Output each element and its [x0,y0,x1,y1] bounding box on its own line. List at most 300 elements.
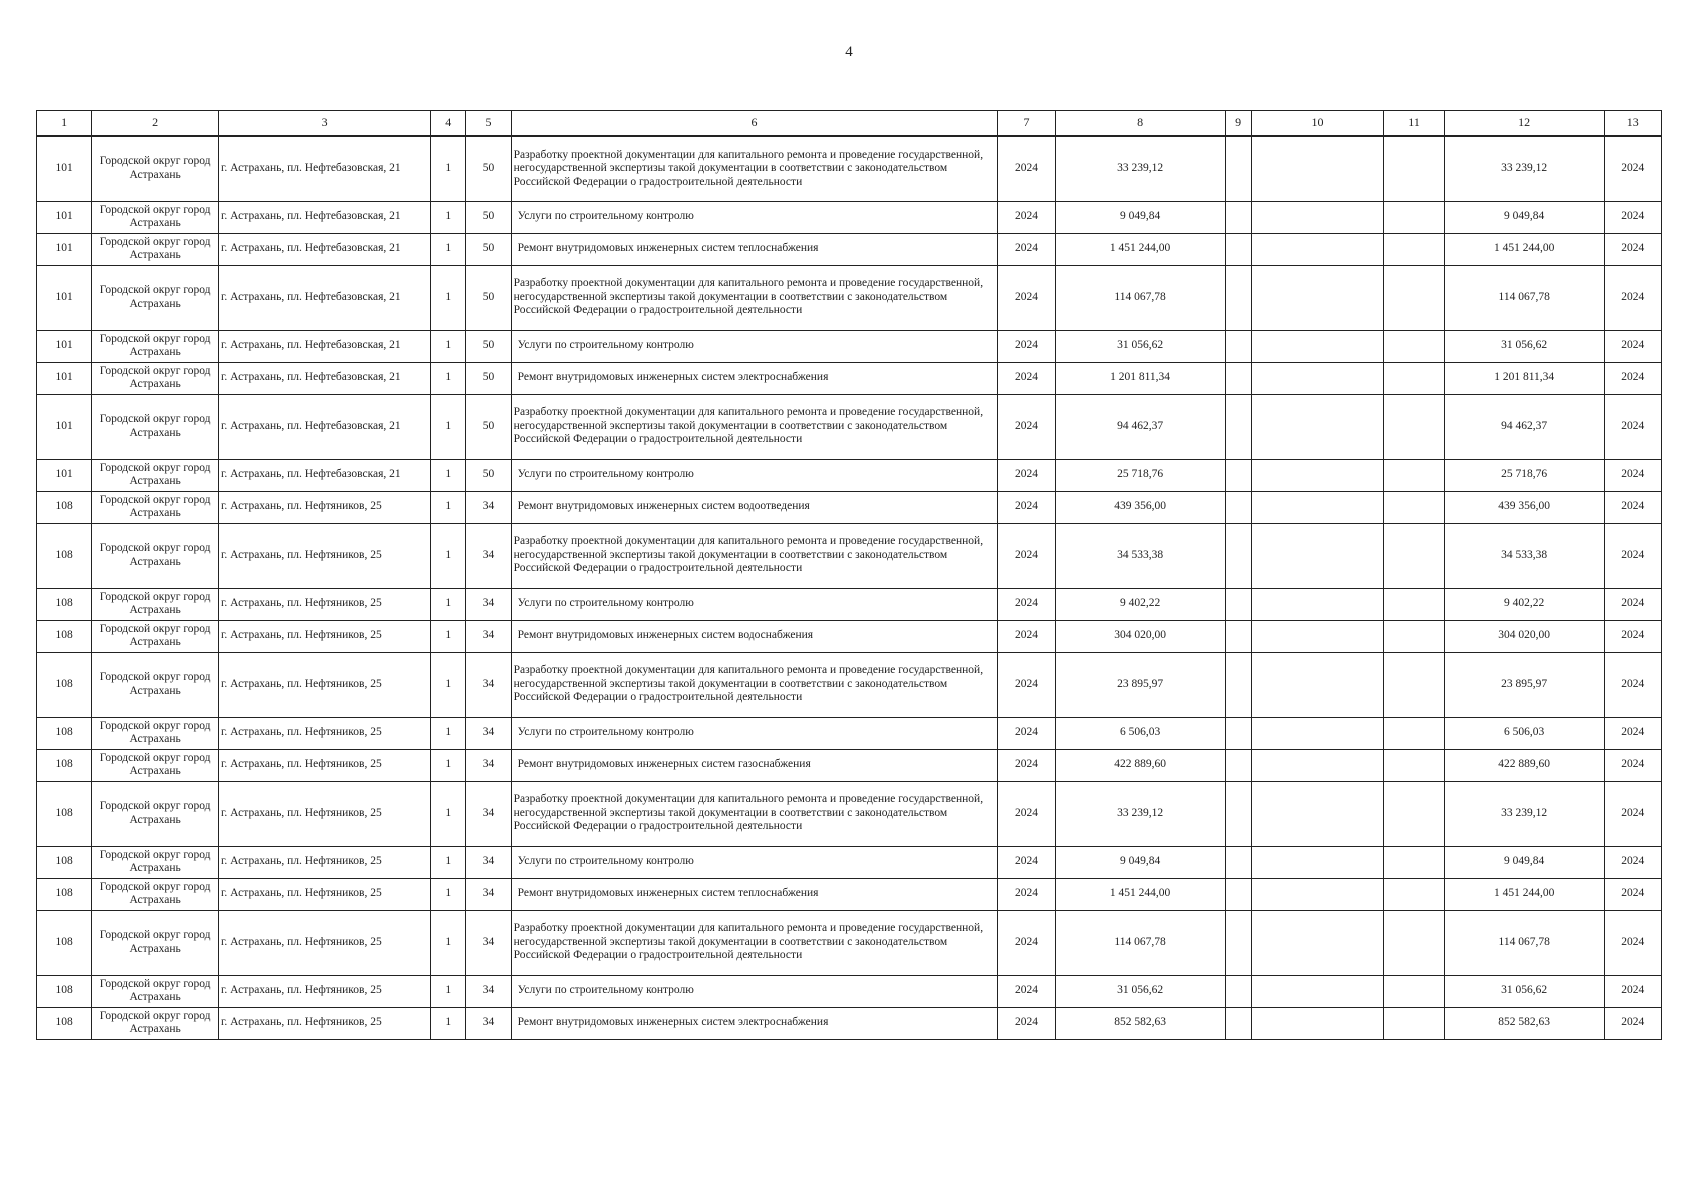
cost-total-cell: 422 889,60 [1055,749,1225,781]
cost-total-cell: 1 201 811,34 [1055,362,1225,394]
municipality-cell: Городской округ город Астрахань [92,975,219,1007]
house-number-cell: 101 [37,136,92,201]
house-number-cell: 101 [37,201,92,233]
cost-total-cell: 34 533,38 [1055,523,1225,588]
house-number-cell: 108 [37,717,92,749]
column-header-8: 8 [1055,111,1225,137]
year-cell: 2024 [998,975,1055,1007]
table-row [37,233,1662,265]
completion-year-cell: 2024 [1604,330,1661,362]
table-row [37,1007,1662,1039]
municipality-cell: Городской округ город Астрахань [92,1007,219,1039]
col11-cell [1384,975,1444,1007]
col10-cell [1251,717,1384,749]
municipality-cell: Городской округ город Астрахань [92,523,219,588]
cost-funds-cell: 439 356,00 [1444,491,1604,523]
table-row [37,523,1662,588]
address-cell: г. Астрахань, пл. Нефтебазовская, 21 [218,330,430,362]
cost-funds-cell: 34 533,38 [1444,523,1604,588]
col9-cell [1225,330,1251,362]
cost-total-cell: 94 462,37 [1055,394,1225,459]
table-row [37,717,1662,749]
col11-cell [1384,362,1444,394]
col9-cell [1225,588,1251,620]
address-cell: г. Астрахань, пл. Нефтебазовская, 21 [218,459,430,491]
cost-total-cell: 852 582,63 [1055,1007,1225,1039]
col10-cell [1251,878,1384,910]
address-cell: г. Астрахань, пл. Нефтебазовская, 21 [218,233,430,265]
cost-funds-cell: 25 718,76 [1444,459,1604,491]
year-cell: 2024 [998,523,1055,588]
house-number-cell: 108 [37,588,92,620]
year-cell: 2024 [998,201,1055,233]
address-cell: г. Астрахань, пл. Нефтяников, 25 [218,652,430,717]
house-number-cell: 108 [37,975,92,1007]
col9-cell [1225,652,1251,717]
house-number-cell: 101 [37,330,92,362]
completion-year-cell: 2024 [1604,136,1661,201]
col10-cell [1251,330,1384,362]
address-cell: г. Астрахань, пл. Нефтяников, 25 [218,491,430,523]
year-cell: 2024 [998,394,1055,459]
house-number-cell: 101 [37,265,92,330]
column-header-12: 12 [1444,111,1604,137]
address-cell: г. Астрахань, пл. Нефтяников, 25 [218,846,430,878]
table-row [37,459,1662,491]
page-number: 4 [845,44,853,60]
cost-total-cell: 23 895,97 [1055,652,1225,717]
house-number-cell: 108 [37,846,92,878]
col11-cell [1384,136,1444,201]
table-row [37,781,1662,846]
col9-cell [1225,136,1251,201]
column-header-11: 11 [1384,111,1444,137]
col5-cell: 34 [466,781,511,846]
work-type-cell: Ремонт внутридомовых инженерных систем газоснабжения [511,749,998,781]
col9-cell [1225,878,1251,910]
year-cell: 2024 [998,1007,1055,1039]
house-number-cell: 108 [37,781,92,846]
col4-cell: 1 [431,362,466,394]
cost-funds-cell: 94 462,37 [1444,394,1604,459]
col10-cell [1251,233,1384,265]
col10-cell [1251,975,1384,1007]
col5-cell: 50 [466,136,511,201]
work-type-cell: Разработку проектной документации для капитального ремонта и проведение государственной, негосударственной экспертизы такой документации в соответствии с законодательством Российской Федерации о градостроительной деятельности [511,523,998,588]
cost-funds-cell: 422 889,60 [1444,749,1604,781]
col9-cell [1225,201,1251,233]
cost-funds-cell: 1 451 244,00 [1444,878,1604,910]
col11-cell [1384,1007,1444,1039]
municipality-cell: Городской округ город Астрахань [92,620,219,652]
municipality-cell: Городской округ город Астрахань [92,265,219,330]
address-cell: г. Астрахань, пл. Нефтяников, 25 [218,975,430,1007]
col4-cell: 1 [431,523,466,588]
year-cell: 2024 [998,265,1055,330]
cost-total-cell: 1 451 244,00 [1055,878,1225,910]
col4-cell: 1 [431,265,466,330]
work-type-cell: Услуги по строительному контролю [511,459,998,491]
work-type-cell: Разработку проектной документации для капитального ремонта и проведение государственной, негосударственной экспертизы такой документации в соответствии с законодательством Российской Федерации о градостроительной деятельности [511,394,998,459]
completion-year-cell: 2024 [1604,459,1661,491]
col5-cell: 34 [466,717,511,749]
col9-cell [1225,1007,1251,1039]
municipality-cell: Городской округ город Астрахань [92,910,219,975]
work-type-cell: Разработку проектной документации для капитального ремонта и проведение государственной, негосударственной экспертизы такой документации в соответствии с законодательством Российской Федерации о градостроительной деятельности [511,910,998,975]
col9-cell [1225,620,1251,652]
col9-cell [1225,749,1251,781]
column-header-2: 2 [92,111,219,137]
column-header-3: 3 [218,111,430,137]
col9-cell [1225,394,1251,459]
col4-cell: 1 [431,878,466,910]
year-cell: 2024 [998,620,1055,652]
work-type-cell: Ремонт внутридомовых инженерных систем электроснабжения [511,1007,998,1039]
cost-total-cell: 6 506,03 [1055,717,1225,749]
col9-cell [1225,975,1251,1007]
table-row [37,136,1662,201]
address-cell: г. Астрахань, пл. Нефтяников, 25 [218,749,430,781]
address-cell: г. Астрахань, пл. Нефтяников, 25 [218,1007,430,1039]
work-type-cell: Услуги по строительному контролю [511,330,998,362]
col10-cell [1251,910,1384,975]
year-cell: 2024 [998,491,1055,523]
address-cell: г. Астрахань, пл. Нефтебазовская, 21 [218,362,430,394]
table-row [37,846,1662,878]
col4-cell: 1 [431,749,466,781]
house-number-cell: 108 [37,620,92,652]
table-body [37,136,1662,1039]
col11-cell [1384,588,1444,620]
col10-cell [1251,491,1384,523]
col11-cell [1384,265,1444,330]
cost-total-cell: 33 239,12 [1055,136,1225,201]
municipality-cell: Городской округ город Астрахань [92,717,219,749]
completion-year-cell: 2024 [1604,749,1661,781]
cost-total-cell: 25 718,76 [1055,459,1225,491]
municipality-cell: Городской округ город Астрахань [92,330,219,362]
col9-cell [1225,846,1251,878]
work-type-cell: Ремонт внутридомовых инженерных систем теплоснабжения [511,233,998,265]
house-number-cell: 101 [37,459,92,491]
completion-year-cell: 2024 [1604,362,1661,394]
col11-cell [1384,330,1444,362]
cost-funds-cell: 114 067,78 [1444,910,1604,975]
col11-cell [1384,523,1444,588]
year-cell: 2024 [998,717,1055,749]
year-cell: 2024 [998,878,1055,910]
col5-cell: 34 [466,910,511,975]
house-number-cell: 101 [37,362,92,394]
municipality-cell: Городской округ город Астрахань [92,394,219,459]
house-number-cell: 108 [37,1007,92,1039]
col10-cell [1251,749,1384,781]
completion-year-cell: 2024 [1604,910,1661,975]
work-type-cell: Услуги по строительному контролю [511,975,998,1007]
table-row [37,878,1662,910]
cost-total-cell: 114 067,78 [1055,265,1225,330]
cost-total-cell: 33 239,12 [1055,781,1225,846]
column-header-10: 10 [1251,111,1384,137]
col4-cell: 1 [431,459,466,491]
column-header-1: 1 [37,111,92,137]
table-row [37,201,1662,233]
work-type-cell: Ремонт внутридомовых инженерных систем теплоснабжения [511,878,998,910]
col10-cell [1251,846,1384,878]
municipality-cell: Городской округ город Астрахань [92,652,219,717]
work-type-cell: Ремонт внутридомовых инженерных систем водоотведения [511,491,998,523]
col4-cell: 1 [431,491,466,523]
col11-cell [1384,846,1444,878]
cost-funds-cell: 9 049,84 [1444,201,1604,233]
col5-cell: 34 [466,588,511,620]
cost-funds-cell: 31 056,62 [1444,330,1604,362]
cost-funds-cell: 1 201 811,34 [1444,362,1604,394]
col11-cell [1384,620,1444,652]
col5-cell: 34 [466,749,511,781]
column-header-9: 9 [1225,111,1251,137]
municipality-cell: Городской округ город Астрахань [92,201,219,233]
column-header-13: 13 [1604,111,1661,137]
table-row [37,975,1662,1007]
col11-cell [1384,459,1444,491]
completion-year-cell: 2024 [1604,394,1661,459]
col11-cell [1384,201,1444,233]
year-cell: 2024 [998,362,1055,394]
col10-cell [1251,136,1384,201]
work-type-cell: Разработку проектной документации для капитального ремонта и проведение государственной, негосударственной экспертизы такой документации в соответствии с законодательством Российской Федерации о градостроительной деятельности [511,781,998,846]
work-type-cell: Услуги по строительному контролю [511,717,998,749]
col10-cell [1251,652,1384,717]
municipality-cell: Городской округ город Астрахань [92,781,219,846]
cost-funds-cell: 6 506,03 [1444,717,1604,749]
municipality-cell: Городской округ город Астрахань [92,846,219,878]
completion-year-cell: 2024 [1604,201,1661,233]
address-cell: г. Астрахань, пл. Нефтяников, 25 [218,588,430,620]
col4-cell: 1 [431,652,466,717]
col5-cell: 50 [466,233,511,265]
cost-funds-cell: 304 020,00 [1444,620,1604,652]
address-cell: г. Астрахань, пл. Нефтебазовская, 21 [218,136,430,201]
col11-cell [1384,717,1444,749]
col11-cell [1384,491,1444,523]
completion-year-cell: 2024 [1604,1007,1661,1039]
col4-cell: 1 [431,136,466,201]
col5-cell: 50 [466,394,511,459]
col11-cell [1384,910,1444,975]
municipality-cell: Городской округ город Астрахань [92,491,219,523]
col4-cell: 1 [431,975,466,1007]
house-number-cell: 108 [37,910,92,975]
col11-cell [1384,652,1444,717]
cost-funds-cell: 1 451 244,00 [1444,233,1604,265]
col5-cell: 50 [466,459,511,491]
address-cell: г. Астрахань, пл. Нефтебазовская, 21 [218,265,430,330]
col11-cell [1384,781,1444,846]
work-type-cell: Разработку проектной документации для капитального ремонта и проведение государственной, негосударственной экспертизы такой документации в соответствии с законодательством Российской Федерации о градостроительной деятельности [511,652,998,717]
column-header-6: 6 [511,111,998,137]
col10-cell [1251,781,1384,846]
table-header-row [37,111,1662,137]
col4-cell: 1 [431,620,466,652]
col9-cell [1225,491,1251,523]
cost-funds-cell: 9 402,22 [1444,588,1604,620]
municipality-cell: Городской округ город Астрахань [92,459,219,491]
house-number-cell: 108 [37,749,92,781]
col11-cell [1384,749,1444,781]
cost-funds-cell: 33 239,12 [1444,781,1604,846]
col9-cell [1225,459,1251,491]
col5-cell: 34 [466,491,511,523]
col10-cell [1251,1007,1384,1039]
completion-year-cell: 2024 [1604,846,1661,878]
table-row [37,749,1662,781]
col9-cell [1225,523,1251,588]
cost-funds-cell: 31 056,62 [1444,975,1604,1007]
table-row [37,620,1662,652]
municipality-cell: Городской округ город Астрахань [92,362,219,394]
col4-cell: 1 [431,330,466,362]
table-row [37,652,1662,717]
column-header-4: 4 [431,111,466,137]
col5-cell: 34 [466,523,511,588]
completion-year-cell: 2024 [1604,265,1661,330]
cost-total-cell: 31 056,62 [1055,330,1225,362]
year-cell: 2024 [998,749,1055,781]
col9-cell [1225,233,1251,265]
year-cell: 2024 [998,459,1055,491]
cost-funds-cell: 23 895,97 [1444,652,1604,717]
address-cell: г. Астрахань, пл. Нефтебазовская, 21 [218,394,430,459]
year-cell: 2024 [998,136,1055,201]
work-type-cell: Услуги по строительному контролю [511,201,998,233]
col10-cell [1251,362,1384,394]
col4-cell: 1 [431,201,466,233]
house-number-cell: 108 [37,523,92,588]
cost-funds-cell: 114 067,78 [1444,265,1604,330]
completion-year-cell: 2024 [1604,781,1661,846]
cost-funds-cell: 9 049,84 [1444,846,1604,878]
house-number-cell: 108 [37,491,92,523]
year-cell: 2024 [998,233,1055,265]
col5-cell: 50 [466,362,511,394]
col9-cell [1225,910,1251,975]
completion-year-cell: 2024 [1604,233,1661,265]
col5-cell: 34 [466,846,511,878]
year-cell: 2024 [998,910,1055,975]
year-cell: 2024 [998,781,1055,846]
address-cell: г. Астрахань, пл. Нефтебазовская, 21 [218,201,430,233]
col4-cell: 1 [431,846,466,878]
year-cell: 2024 [998,588,1055,620]
cost-total-cell: 439 356,00 [1055,491,1225,523]
work-type-cell: Разработку проектной документации для капитального ремонта и проведение государственной, негосударственной экспертизы такой документации в соответствии с законодательством Российской Федерации о градостроительной деятельности [511,136,998,201]
municipality-cell: Городской округ город Астрахань [92,749,219,781]
municipality-cell: Городской округ город Астрахань [92,588,219,620]
cost-total-cell: 9 402,22 [1055,588,1225,620]
work-type-cell: Ремонт внутридомовых инженерных систем водоснабжения [511,620,998,652]
column-header-7: 7 [998,111,1055,137]
col5-cell: 34 [466,975,511,1007]
municipality-cell: Городской округ город Астрахань [92,233,219,265]
col5-cell: 34 [466,1007,511,1039]
cost-total-cell: 9 049,84 [1055,201,1225,233]
col10-cell [1251,523,1384,588]
year-cell: 2024 [998,330,1055,362]
cost-total-cell: 1 451 244,00 [1055,233,1225,265]
table-row [37,910,1662,975]
col10-cell [1251,588,1384,620]
column-header-5: 5 [466,111,511,137]
year-cell: 2024 [998,652,1055,717]
table-row [37,265,1662,330]
address-cell: г. Астрахань, пл. Нефтяников, 25 [218,523,430,588]
col11-cell [1384,233,1444,265]
work-type-cell: Услуги по строительному контролю [511,846,998,878]
col5-cell: 34 [466,652,511,717]
col4-cell: 1 [431,717,466,749]
col10-cell [1251,201,1384,233]
year-cell: 2024 [998,846,1055,878]
col4-cell: 1 [431,233,466,265]
house-number-cell: 108 [37,878,92,910]
address-cell: г. Астрахань, пл. Нефтяников, 25 [218,620,430,652]
completion-year-cell: 2024 [1604,717,1661,749]
address-cell: г. Астрахань, пл. Нефтяников, 25 [218,910,430,975]
col5-cell: 50 [466,265,511,330]
completion-year-cell: 2024 [1604,652,1661,717]
completion-year-cell: 2024 [1604,491,1661,523]
completion-year-cell: 2024 [1604,620,1661,652]
col4-cell: 1 [431,910,466,975]
table-row [37,330,1662,362]
cost-total-cell: 31 056,62 [1055,975,1225,1007]
col9-cell [1225,717,1251,749]
cost-funds-cell: 33 239,12 [1444,136,1604,201]
completion-year-cell: 2024 [1604,588,1661,620]
completion-year-cell: 2024 [1604,523,1661,588]
col4-cell: 1 [431,1007,466,1039]
table-row [37,394,1662,459]
col5-cell: 50 [466,201,511,233]
municipality-cell: Городской округ город Астрахань [92,878,219,910]
col11-cell [1384,394,1444,459]
col4-cell: 1 [431,781,466,846]
col5-cell: 34 [466,620,511,652]
col9-cell [1225,781,1251,846]
col9-cell [1225,265,1251,330]
col11-cell [1384,878,1444,910]
repair-schedule-table [36,110,1662,1040]
col9-cell [1225,362,1251,394]
cost-total-cell: 114 067,78 [1055,910,1225,975]
cost-total-cell: 9 049,84 [1055,846,1225,878]
work-type-cell: Разработку проектной документации для капитального ремонта и проведение государственной, негосударственной экспертизы такой документации в соответствии с законодательством Российской Федерации о градостроительной деятельности [511,265,998,330]
work-type-cell: Ремонт внутридомовых инженерных систем электроснабжения [511,362,998,394]
cost-total-cell: 304 020,00 [1055,620,1225,652]
house-number-cell: 101 [37,394,92,459]
col4-cell: 1 [431,394,466,459]
house-number-cell: 108 [37,652,92,717]
address-cell: г. Астрахань, пл. Нефтяников, 25 [218,781,430,846]
municipality-cell: Городской округ город Астрахань [92,136,219,201]
address-cell: г. Астрахань, пл. Нефтяников, 25 [218,717,430,749]
table-row [37,588,1662,620]
work-type-cell: Услуги по строительному контролю [511,588,998,620]
completion-year-cell: 2024 [1604,878,1661,910]
cost-funds-cell: 852 582,63 [1444,1007,1604,1039]
col4-cell: 1 [431,588,466,620]
